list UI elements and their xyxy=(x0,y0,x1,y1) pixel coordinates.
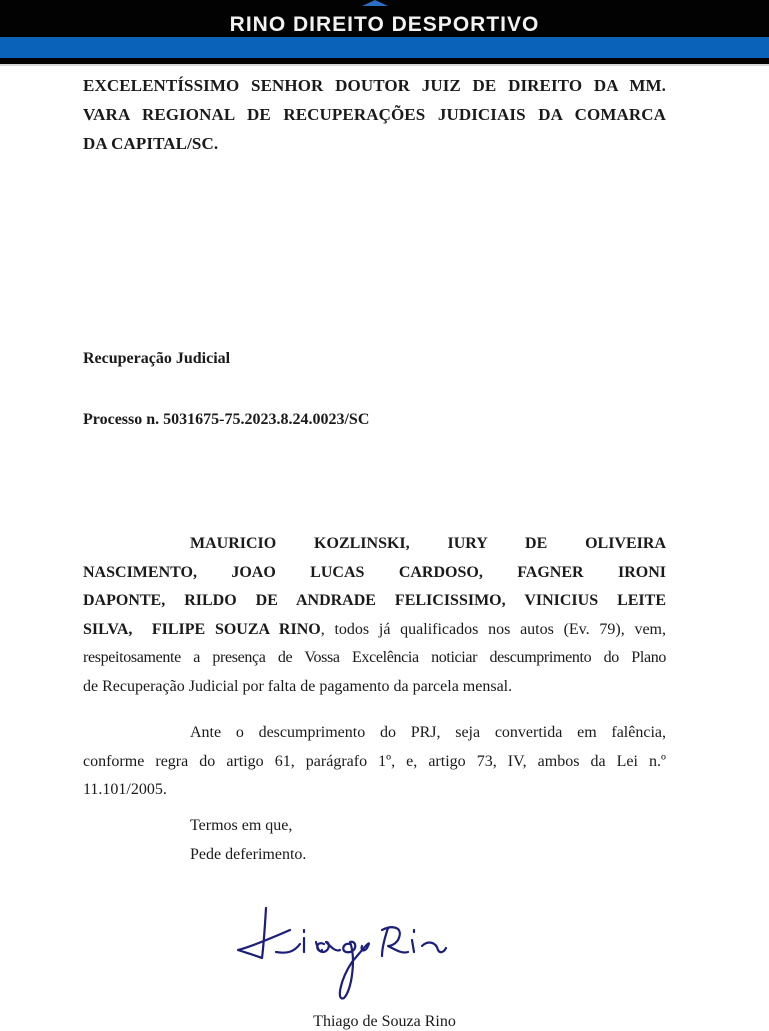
signer-name: Thiago de Souza Rino xyxy=(313,1013,456,1030)
process-number: Processo n. 5031675-75.2023.8.24.0023/SC xyxy=(83,411,370,428)
petition-line xyxy=(83,616,666,645)
petition-paragraph-2 xyxy=(83,719,666,805)
petitioners-line: DAPONTE, RILDO DE ANDRADE FELICISSIMO, VINICIUS LEITE xyxy=(83,592,666,609)
signature-stroke xyxy=(412,930,446,952)
addressee-block xyxy=(83,71,666,158)
petition-line: respeitosamente a presença de Vossa Excelência noticiar descumprimento do Plano xyxy=(83,649,666,666)
petition-paragraph-1 xyxy=(83,530,666,701)
petition-line: conforme regra do artigo 61, parágrafo 1º, e, artigo 73, IV, ambos da Lei n.º xyxy=(83,752,666,770)
signature-stroke xyxy=(316,942,340,952)
closing-block xyxy=(190,812,306,869)
signature-stroke xyxy=(238,908,290,958)
handwritten-signature-icon xyxy=(232,900,522,1010)
signature-stroke xyxy=(340,942,369,999)
petition-line: de Recuperação Judicial por falta de pagamento da parcela mensal. xyxy=(83,677,513,695)
petition-line: 11.101/2005. xyxy=(83,781,167,798)
addressee-line: DA CAPITAL/SC. xyxy=(83,134,219,153)
petitioners-last: SILVA, FILIPE SOUZA RINO xyxy=(83,620,321,638)
addressee-line: EXCELENTÍSSIMO SENHOR DOUTOR JUIZ DE DIREITO DA MM. xyxy=(83,76,666,95)
petition-line: Ante o descumprimento do PRJ, seja convertida em falência, xyxy=(190,724,666,741)
case-subject: Recuperação Judicial xyxy=(83,350,231,367)
letterhead-blue-band xyxy=(0,37,769,58)
closing-line: Termos em que, xyxy=(190,817,293,834)
closing-line: Pede deferimento. xyxy=(190,845,307,863)
mountain-logo-icon xyxy=(362,0,388,6)
letterhead xyxy=(0,0,769,64)
signature-stroke xyxy=(382,927,408,956)
petition-text: , todos já qualificados nos autos (Ev. 79), vem, xyxy=(320,620,666,638)
addressee-line: VARA REGIONAL DE RECUPERAÇÕES JUDICIAIS DA COMARCA xyxy=(83,105,666,124)
firm-name: RINO DIREITO DESPORTIVO xyxy=(229,13,540,36)
petitioners-line: NASCIMENTO, JOAO LUCAS CARDOSO, FAGNER IRONI xyxy=(83,563,666,581)
letterhead-divider xyxy=(0,64,769,66)
petitioners-line: MAURICIO KOZLINSKI, IURY DE OLIVEIRA xyxy=(190,535,666,552)
